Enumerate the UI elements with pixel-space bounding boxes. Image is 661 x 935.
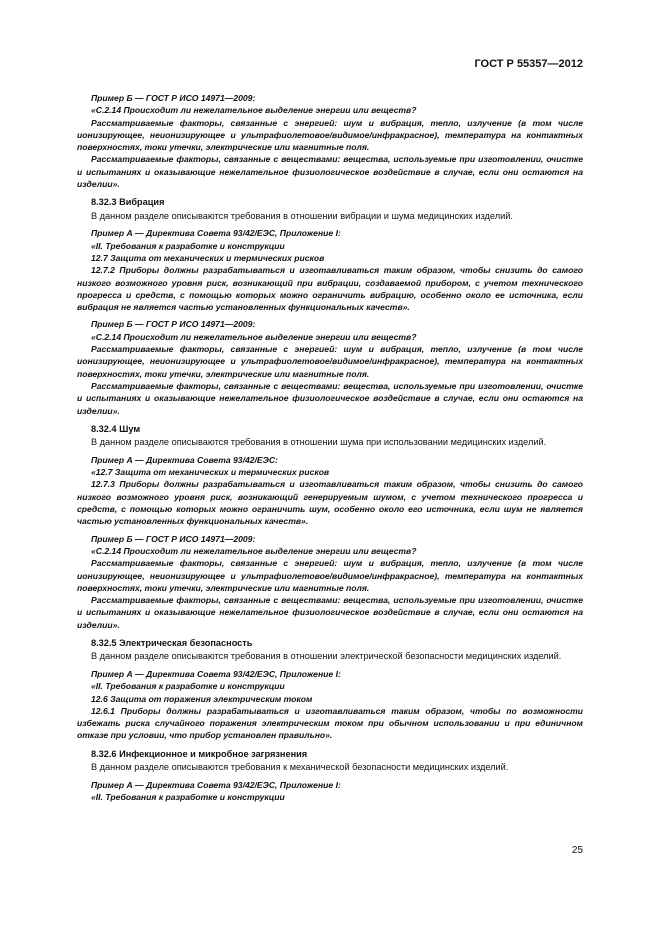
example-line: Рассматриваемые факторы, связанные с веществами: вещества, используемые при изготовлении, очистке и испытаниях и оказывающие нежелательное физиологическое воздействие в случае, если они остаются на изделии». [77, 154, 583, 190]
section-text: В данном разделе описываются требования в отношении вибрации и шума медицинских изделий. [91, 210, 513, 221]
document-header: ГОСТ Р 55357—2012 [474, 58, 583, 70]
section-text: В данном разделе описываются требования к механической безопасности медицинских изделий. [91, 762, 509, 773]
example-block [77, 318, 583, 416]
section-title: 8.32.5 Электрическая безопасность [91, 637, 253, 648]
example-line: «С.2.14 Происходит ли нежелательное выделение энергии или веществ? [91, 331, 417, 342]
section [77, 196, 583, 222]
example-block [77, 668, 583, 742]
example-block [77, 92, 583, 190]
section [77, 748, 583, 774]
section-title: 8.32.6 Инфекционное и микробное загрязнения [91, 748, 308, 759]
example-line: 12.7.3 Приборы должны разрабатываться и изготавливаться таким образом, чтобы снизить до самого низкого возможного уровня риск, возникающий генерируемым шумом, с учетом технического прогресса и средств, с помощью которых можно ограничить шум, особенно около его источника, если шум не является частью установленных функциональных качеств». [77, 479, 583, 527]
example-line: «12.7 Защита от механических и термических рисков [91, 467, 330, 478]
example-line: Пример Б — ГОСТ Р ИСО 14971—2009: [91, 93, 256, 103]
example-block [77, 533, 583, 631]
section [77, 423, 583, 449]
example-line: Пример А — Директива Совета 93/42/ЕЭС, Приложение I: [91, 668, 341, 679]
example-line: Пример А — Директива Совета 93/42/ЕЭС, Приложение I: [91, 228, 341, 239]
example-line: 12.7 Защита от механических и термических рисков [91, 252, 325, 263]
section [77, 637, 583, 663]
example-block [77, 454, 583, 528]
example-line: Пример Б — ГОСТ Р ИСО 14971—2009: [91, 319, 256, 330]
section-title: 8.32.3 Вибрация [91, 197, 165, 208]
example-line: Пример Б — ГОСТ Р ИСО 14971—2009: [91, 533, 256, 544]
example-line: «II. Требования к разработке и конструкции [91, 792, 285, 803]
document-body [77, 92, 583, 803]
section-text: В данном разделе описываются требования в отношении шума при использовании медицинских изделий. [91, 437, 547, 448]
example-line: 12.7.2 Приборы должны разрабатываться и изготавливаться таким образом, чтобы снизить до самого низкого возможного уровня риск, возникающий при вибрации, создаваемой прибором, с учетом технического прогресса и средств, с помощью которых можно ограничить вибрацию, особенно около ее источника, если вибрация не является частью установленных функциональных качеств». [77, 265, 583, 313]
example-line: Рассматриваемые факторы, связанные с энергией: шум и вибрация, тепло, излучение (в том числе ионизирующее, неионизирующее и ультрафиолетовое/видимое/инфракрасное), температура на контактных поверхностях, токи утечки, электрические или магнитные поля. [77, 558, 583, 593]
example-line: Пример А — Директива Совета 93/42/ЕЭС, Приложение I: [91, 779, 341, 790]
example-line: 12.6.1 Приборы должны разрабатываться и изготавливаться таким образом, чтобы по возможности избежать риска случайного поражения электрическим током при обычном использовании и при единичном отказе при условии, что прибор установлен правильно». [77, 705, 583, 741]
example-line: Рассматриваемые факторы, связанные с энергией: шум и вибрация, тепло, излучение (в том числе ионизирующее, неионизирующее и ультрафиолетовое/видимое/инфракрасное), температура на контактных поверхностях, токи утечки, электрические или магнитные поля. [77, 344, 583, 379]
example-block [77, 227, 583, 313]
section-text: В данном разделе описываются требования в отношении электрической безопасности медицинских изделий. [91, 651, 562, 662]
example-line: 12.6 Защита от поражения электрическим током [91, 693, 313, 704]
example-line: Пример А — Директива Совета 93/42/ЕЭС: [91, 454, 278, 465]
example-line: Рассматриваемые факторы, связанные с веществами: вещества, используемые при изготовлении, очистке и испытаниях и оказывающие нежелательное физиологическое воздействие в случае, если они остаются на изделии». [77, 595, 583, 630]
example-line: «II. Требования к разработке и конструкции [91, 681, 285, 692]
section-title: 8.32.4 Шум [91, 423, 141, 434]
example-block [77, 779, 583, 804]
example-line: Рассматриваемые факторы, связанные с веществами: вещества, используемые при изготовлении, очистке и испытаниях и оказывающие нежелательное физиологическое воздействие в случае, если они остаются на изделии». [77, 380, 583, 416]
example-line: «С.2.14 Происходит ли нежелательное выделение энергии или веществ? [91, 105, 417, 116]
example-line: «II. Требования к разработке и конструкции [91, 240, 285, 251]
page-number: 25 [571, 845, 583, 856]
example-line: Рассматриваемые факторы, связанные с энергией: шум и вибрация, тепло, излучение (в том числе ионизирующее, неионизирующее и ультрафиолетовое/видимое/инфракрасное), температура на контактных поверхностях, токи утечки, электрические или магнитные поля. [77, 117, 583, 153]
example-line: «С.2.14 Происходит ли нежелательное выделение энергии или веществ? [91, 545, 417, 556]
